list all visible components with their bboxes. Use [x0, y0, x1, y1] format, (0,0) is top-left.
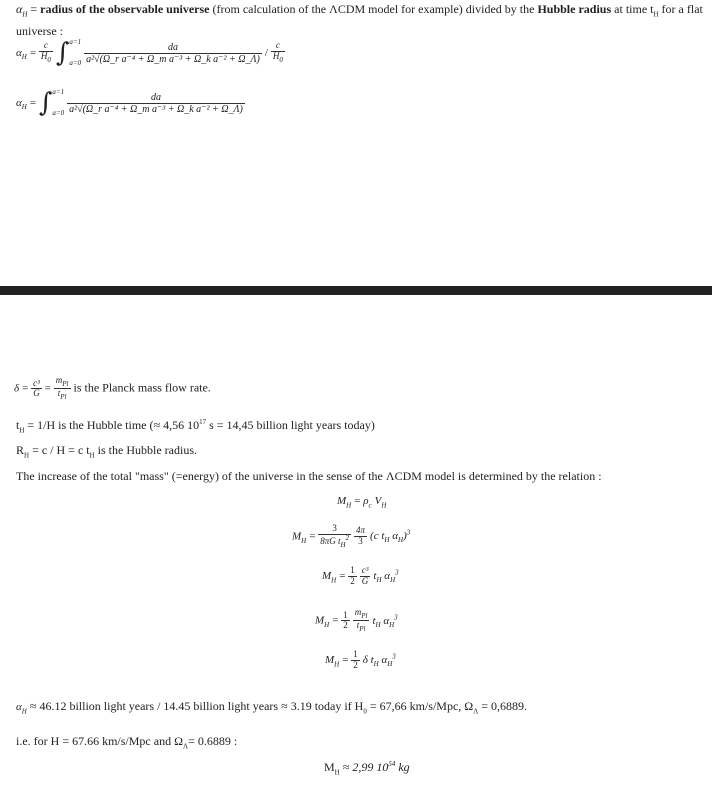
mass-eq-5: $M_H$ = $\frac{1}{2}$ δ $t_H$ $\alpha_H^3$	[325, 649, 396, 670]
mass-eq-4: $M_H$ = $\frac{1}{2}$ $\frac{m_{Pl}}{t_{Pl}}$ $t_H$ $\alpha_H^3$	[315, 607, 398, 634]
formula-2: $\alpha_H$ = ∫ a=1 a=0 $\frac{da}{\text{a²√(Ω\_r a⁻⁴ + Ω\_m a⁻³ + Ω\_k a⁻² + Ω\_Λ)}}$	[16, 88, 243, 118]
bold-radius: radius of the observable universe	[40, 2, 210, 16]
hubble-radius-line: $R_H = c / H = c$ $t_H$ is the Hubble radius.	[16, 443, 197, 460]
result-line: $M_H \approx 2,99$ $10^{54}$ kg	[324, 760, 410, 777]
increase-sentence: The increase of the total "mass" (=energy) of the universe in the sense of the ΛCDM model is determined by the relation :	[16, 469, 602, 483]
integrand-1: $\frac{da}{\text{a²√(Ω\_r a⁻⁴ + Ω\_m a⁻³ + Ω\_k a⁻² + Ω\_Λ)}}$	[86, 41, 260, 65]
c-over-h0-2: $\frac{c}{H_0}$	[272, 40, 283, 64]
integrand-2: $\frac{da}{\text{a²√(Ω\_r a⁻⁴ + Ω\_m a⁻³ + Ω\_k a⁻² + Ω\_Λ)}}$	[69, 91, 243, 115]
ratio-line: $\alpha_H \approx 46.12$ billion light years / 14.45 billion light years ≈ 3.19 today if $H_0 = 67,66$ km/s/Mpc, $\Omega_\Lambda = 0,6889$.	[16, 699, 528, 716]
section-divider	[0, 286, 712, 295]
alpha-symbol: α	[16, 2, 23, 16]
formula-1: $\alpha_H$ = $\frac{c}{H_0}$ ∫ a=1 a=0 $\frac{da}{\text{a²√(Ω\_r a⁻⁴ + Ω\_m a⁻³ + Ω\_k a⁻² + Ω\_Λ)}}$ / $\frac{c}{H_0}$	[16, 38, 283, 68]
intro-paragraph: $\alpha_H$ = radius of the observable universe (from calculation of the ΛCDM model for example) divided by the Hubble radius at time $t_H$ for a flat universe :	[16, 2, 703, 39]
mass-eq-1: $M_H = \rho_c$ $V_H$	[337, 495, 387, 510]
mass-eq-3: $M_H$ = $\frac{1}{2}$ $\frac{\text{c³}}{G}$ $t_H$ $\alpha_H^3$	[322, 565, 399, 586]
c-over-h0: $\frac{c}{H_0}$	[40, 40, 51, 64]
hubble-time-line: $t_H = 1/H$ is the Hubble time (≈ 4,56 $10^{17}$ s = 14,45 billion light years today)	[16, 418, 375, 435]
delta-definition: δ = $\frac{\text{c³}}{G}$ = $\frac{m_{Pl}}{t_{Pl}}$ is the Planck mass flow rate.	[14, 375, 211, 402]
ie-line: i.e. for H = 67.66 km/s/Mpc and $\Omega_\Lambda= 0.6889$ :	[16, 734, 238, 751]
bold-hubble-radius: Hubble radius	[537, 2, 612, 16]
mass-eq-2: $M_H$ = $\frac{3}{8\pi G t_H^2}$ $\frac{4\pi}{3}$ (c $t_H$ $\alpha_H)^3$	[292, 523, 411, 549]
